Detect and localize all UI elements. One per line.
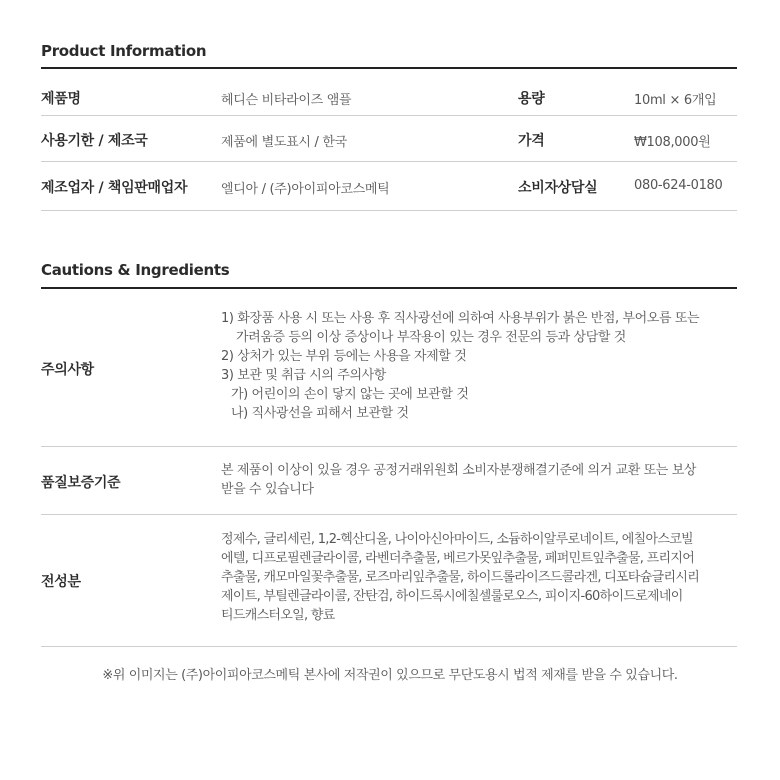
precautions-text (221, 309, 699, 423)
precaution-line: 가) 어린이의 손이 닿지 않는 곳에 보관할 것 (231, 387, 469, 402)
value-product-name: 헤디슨 비타라이즈 앰플 (221, 93, 352, 108)
label-expiry-origin: 사용기한 / 제조국 (41, 133, 148, 149)
row-divider (41, 514, 737, 515)
label-manufacturer: 제조업자 / 책임판매업자 (41, 180, 188, 196)
value-manufacturer: 엘디아 / (주)아이피아코스메틱 (221, 182, 390, 197)
label-product-name: 제품명 (41, 91, 81, 107)
label-quality-standard: 품질보증기준 (41, 475, 121, 491)
quality-line: 받을 수 있습니다 (221, 482, 314, 497)
quality-line: 본 제품이 이상이 있을 경우 공정거래위원회 소비자분쟁해결기준에 의거 교환 또는 보상 (221, 463, 697, 478)
label-precautions: 주의사항 (41, 362, 94, 378)
copyright-notice: ※위 이미지는 (주)아이피아코스메틱 본사에 저작권이 있으므로 무단도용시 법적 제재를 받을 수 있습니다. (102, 668, 678, 683)
ingredients-line: 추출물, 캐모마일꽃추출물, 로즈마리잎추출물, 하이드롤라이즈드콜라겐, 디포타슘글리시리 (221, 570, 700, 585)
row-divider (41, 115, 737, 116)
cautions-title: Cautions & Ingredients (41, 261, 230, 279)
label-volume: 용량 (518, 91, 545, 107)
precaution-line: 2) 상처가 있는 부위 등에는 사용을 자제할 것 (221, 349, 467, 364)
label-customer-service: 소비자상담실 (518, 180, 598, 196)
precaution-line: 1) 화장품 사용 시 또는 사용 후 직사광선에 의하여 사용부위가 붉은 반점, 부어오름 또는 (221, 311, 700, 326)
row-divider (41, 446, 737, 447)
value-volume: 10ml × 6개입 (634, 93, 717, 108)
row-divider (41, 210, 737, 211)
ingredients-line: 정제수, 글리세린, 1,2-헥산디올, 나이아신아마이드, 소듐하이알루로네이트, 에칠아스코빌 (221, 532, 693, 547)
ingredients-text (221, 530, 699, 625)
row-divider (41, 646, 737, 647)
value-customer-service: 080-624-0180 (634, 178, 723, 193)
section-divider (41, 287, 737, 289)
quality-standard-text (221, 461, 696, 499)
product-info-title: Product Information (41, 42, 207, 60)
label-price: 가격 (518, 133, 545, 149)
precaution-line: 나) 직사광선을 피해서 보관할 것 (231, 406, 409, 421)
precaution-line: 가려움증 등의 이상 증상이나 부작용이 있는 경우 전문의 등과 상담할 것 (236, 330, 626, 345)
ingredients-line: 에텔, 디프로필렌글라이콜, 라벤더추출물, 베르가못잎추출물, 페퍼민트잎추출물, 프리지어 (221, 551, 695, 566)
ingredients-line: 티드캐스터오일, 향료 (221, 608, 335, 623)
section-divider (41, 67, 737, 69)
value-price: ₩108,000원 (634, 135, 711, 150)
ingredients-line: 제이트, 부틸렌글라이콜, 잔탄검, 하이드록시에칠셀룰로오스, 피이지-60하이드로제네이 (221, 589, 683, 604)
row-divider (41, 161, 737, 162)
label-ingredients: 전성분 (41, 574, 81, 590)
precaution-line: 3) 보관 및 취급 시의 주의사항 (221, 368, 386, 383)
value-expiry-origin: 제품에 별도표시 / 한국 (221, 135, 347, 150)
